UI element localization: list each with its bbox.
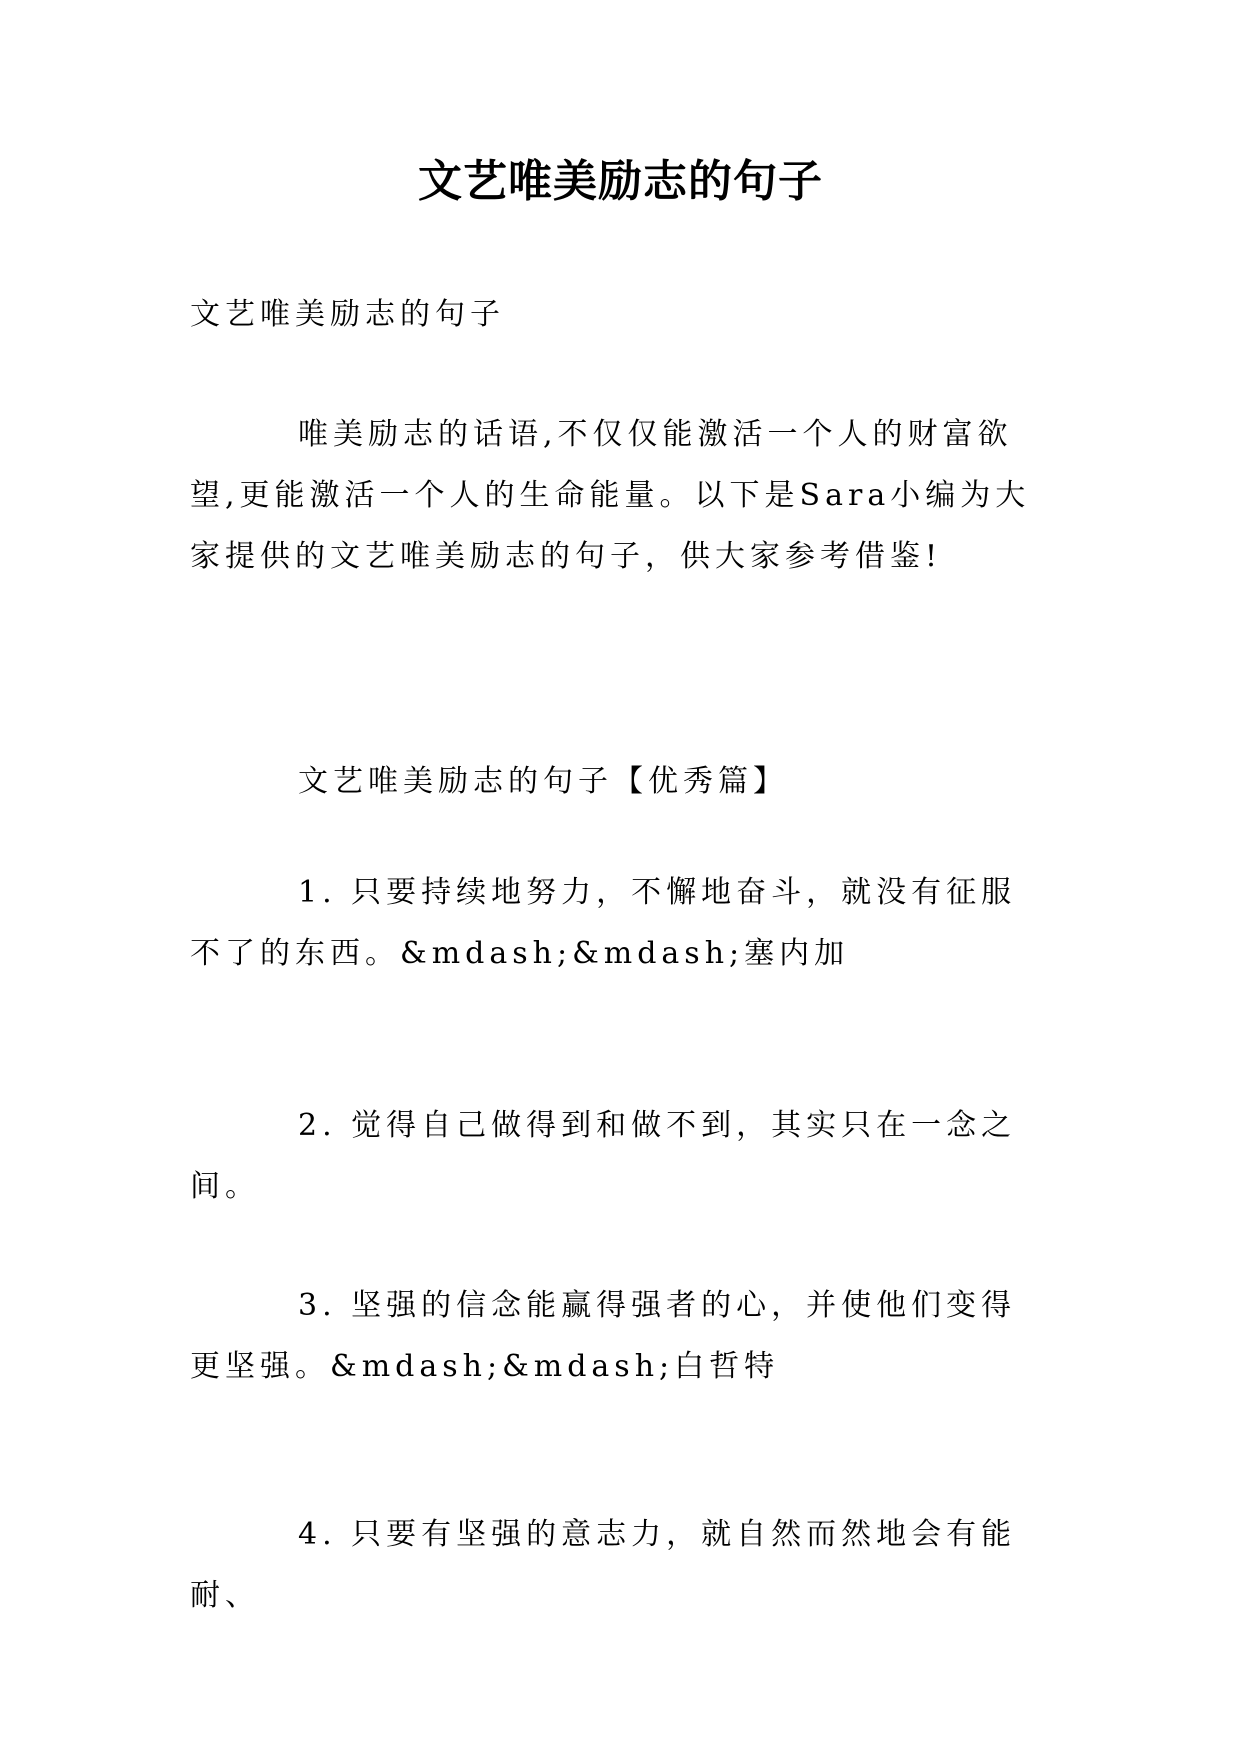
- intro-paragraph: 唯美励志的话语,不仅仅能激活一个人的财富欲望,更能激活一个人的生命能量。以下是Sara小编为大家提供的文艺唯美励志的句子，供大家参考借鉴!: [190, 417, 1031, 574]
- quote-item-1: 1. 只要持续地努力，不懈地奋斗，就没有征服不了的东西。&mdash;&mdash;塞内加: [190, 875, 1017, 971]
- quote-item-2: 2. 觉得自己做得到和做不到，其实只在一念之间。: [190, 1108, 1017, 1204]
- section-heading: 文艺唯美励志的句子【优秀篇】: [298, 764, 788, 799]
- document-title: 文艺唯美励志的句子: [418, 156, 823, 207]
- document-subtitle: 文艺唯美励志的句子: [190, 297, 505, 332]
- quote-item-3: 3. 坚强的信念能赢得强者的心，并使他们变得更坚强。&mdash;&mdash;白哲特: [190, 1288, 1017, 1384]
- quote-item-4: 4. 只要有坚强的意志力，就自然而然地会有能耐、: [190, 1517, 1017, 1613]
